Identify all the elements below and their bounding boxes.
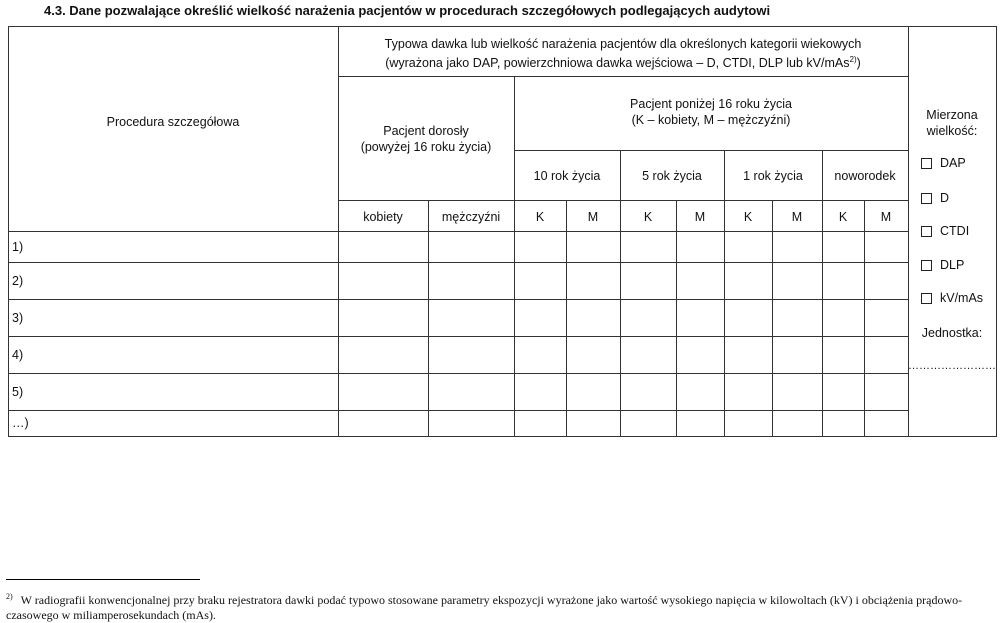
option-ctdi[interactable]: CTDI [921, 224, 969, 238]
newborn-header: noworodek [834, 169, 896, 183]
footnote-separator [6, 579, 200, 580]
section-title: 4.3. Dane pozwalające określić wielkość narażenia pacjentów w procedurach szczegółowych podlegających audytowi [44, 3, 771, 18]
row-label: 3) [12, 311, 24, 325]
footnote [6, 589, 976, 623]
option-dap[interactable]: DAP [921, 156, 966, 170]
unit-field[interactable]: …………………… [908, 360, 996, 372]
dose-header-line1: Typowa dawka lub wielkość narażenia pacjentów dla określonych kategorii wiekowych [384, 37, 862, 51]
checkbox[interactable] [921, 226, 932, 237]
age-10-header: 10 rok życia [533, 169, 601, 183]
checkbox[interactable] [921, 260, 932, 271]
row-label: …) [12, 416, 29, 430]
option-d[interactable]: D [921, 191, 949, 205]
footnote-marker: 2) [6, 592, 13, 601]
row-label: 5) [12, 385, 24, 399]
child-header: Pacjent poniżej 16 roku życia (K – kobiety, M – mężczyźni) [630, 97, 792, 127]
checkbox[interactable] [921, 158, 932, 169]
k-header: K [838, 210, 848, 224]
unit-label: Jednostka: [921, 326, 983, 340]
dose-header [338, 36, 908, 71]
adult-header: Pacjent dorosły (powyżej 16 roku życia) [360, 124, 492, 154]
footnote-text: W radiografii konwencjonalnej przy braku rejestratora dawki podać typowo stosowane parametry ekspozycji wyrażone jako wartość wysokiego napięcia w kilowoltach (kV) i obciążenia prądowo-czasowego w miliamperosekundach (mAs). [6, 593, 963, 622]
age-1-header: 1 rok życia [743, 169, 803, 183]
m-header: M [880, 210, 892, 224]
option-kv-mas[interactable]: kV/mAs [921, 291, 983, 305]
dose-header-line2: (wyrażona jako DAP, powierzchniowa dawka wejściowa – D, CTDI, DLP lub kV/mAs$^{2)}$) [385, 55, 861, 71]
option-dlp[interactable]: DLP [921, 258, 964, 272]
m-header: M [694, 210, 706, 224]
m-header: M [791, 210, 803, 224]
men-header: mężczyźni [441, 210, 501, 224]
row-label: 1) [12, 240, 24, 254]
checkbox[interactable] [921, 193, 932, 204]
row-label: 2) [12, 274, 24, 288]
m-header: M [587, 210, 599, 224]
k-header: K [535, 210, 545, 224]
row-label: 4) [12, 348, 24, 362]
k-header: K [743, 210, 753, 224]
women-header: kobiety [363, 210, 403, 224]
measured-header: Mierzona wielkość: [926, 108, 978, 138]
k-header: K [643, 210, 653, 224]
procedure-column-header: Procedura szczegółowa [106, 115, 240, 129]
age-5-header: 5 rok życia [642, 169, 702, 183]
checkbox[interactable] [921, 293, 932, 304]
